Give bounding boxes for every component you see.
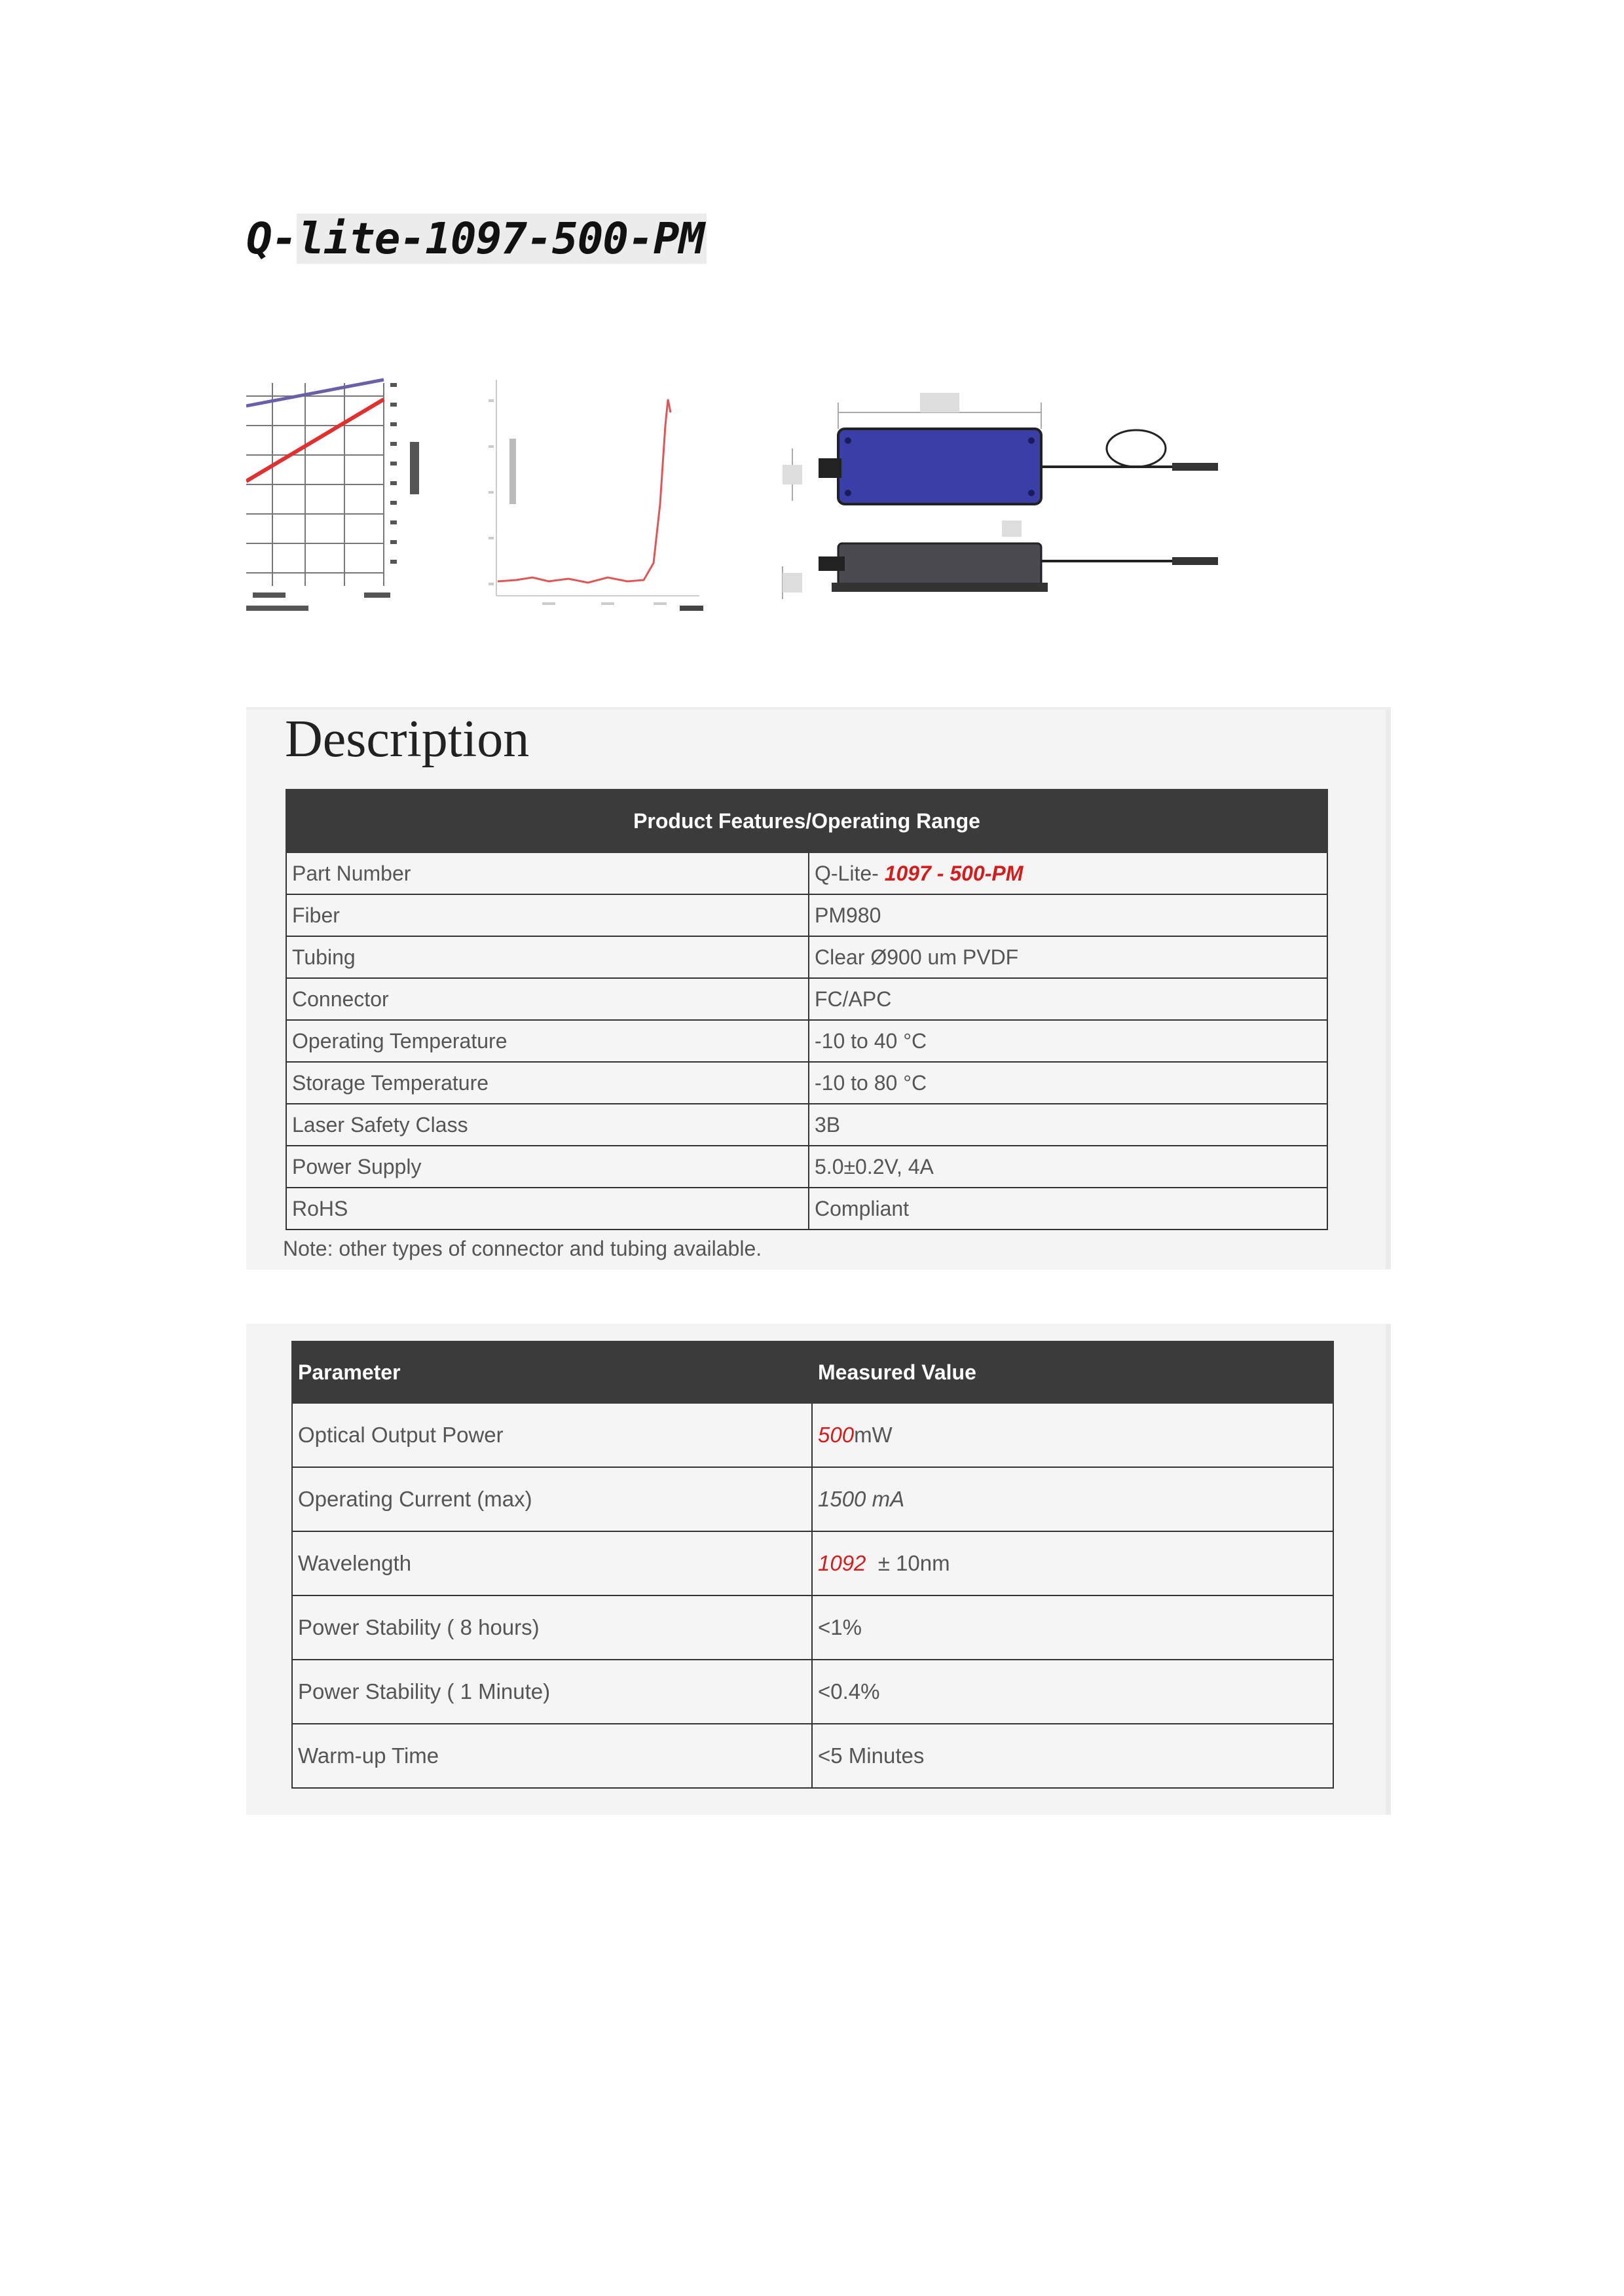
measured-values-table xyxy=(291,1341,1334,1789)
spectrum-graph-image xyxy=(470,373,706,619)
row-value: 1500 mA xyxy=(812,1467,1333,1531)
table-header-row xyxy=(292,1341,1333,1403)
row-value: <0.4% xyxy=(812,1660,1333,1724)
table-row xyxy=(286,852,1327,894)
table-row xyxy=(292,1403,1333,1467)
row-value: -10 to 80 °C xyxy=(809,1062,1327,1104)
page-title xyxy=(246,200,707,278)
row-value: 500mW xyxy=(812,1403,1333,1467)
description-heading: Description xyxy=(285,710,530,768)
row-label: Connector xyxy=(286,978,809,1020)
table-row xyxy=(286,1146,1327,1188)
table-row xyxy=(286,978,1327,1020)
table-row xyxy=(286,1188,1327,1230)
row-value: -10 to 40 °C xyxy=(809,1020,1327,1062)
row-label: Part Number xyxy=(286,852,809,894)
table-row xyxy=(286,894,1327,936)
row-value: <1% xyxy=(812,1595,1333,1660)
part-number-highlight: 1097 - 500-PM xyxy=(884,861,1024,885)
table-row xyxy=(286,1104,1327,1146)
row-label: Tubing xyxy=(286,936,809,978)
row-label: Optical Output Power xyxy=(292,1403,812,1467)
row-label: Warm-up Time xyxy=(292,1724,812,1788)
row-label: Wavelength xyxy=(292,1531,812,1595)
table-row xyxy=(292,1660,1333,1724)
row-value: Compliant xyxy=(809,1188,1327,1230)
table-row xyxy=(292,1467,1333,1531)
row-label: Power Stability ( 8 hours) xyxy=(292,1595,812,1660)
header-parameter: Parameter xyxy=(292,1341,812,1403)
product-features-table xyxy=(286,789,1328,1230)
availability-note: Note: other types of connector and tubing available. xyxy=(283,1237,762,1260)
row-value: 5.0±0.2V, 4A xyxy=(809,1146,1327,1188)
title-part1: Q- xyxy=(246,213,297,264)
row-label: Power Stability ( 1 Minute) xyxy=(292,1660,812,1724)
row-label: Operating Temperature xyxy=(286,1020,809,1062)
row-label: RoHS xyxy=(286,1188,809,1230)
table-row xyxy=(292,1595,1333,1660)
row-label: Fiber xyxy=(286,894,809,936)
table-header-row xyxy=(286,790,1327,852)
row-value: PM980 xyxy=(809,894,1327,936)
header-measured-value: Measured Value xyxy=(812,1341,1333,1403)
row-value: 1092 ± 10nm xyxy=(812,1531,1333,1595)
title-part2: lite-1097-500-PM xyxy=(297,213,707,264)
table-row xyxy=(286,936,1327,978)
row-value: FC/APC xyxy=(809,978,1327,1020)
table-header: Product Features/Operating Range xyxy=(286,790,1327,852)
table-row xyxy=(286,1020,1327,1062)
table-row xyxy=(286,1062,1327,1104)
table-row xyxy=(292,1531,1333,1595)
power-curve-graph-image xyxy=(246,370,423,619)
row-value: 3B xyxy=(809,1104,1327,1146)
row-value: Q-Lite- 1097 - 500-PM xyxy=(809,852,1327,894)
row-label: Operating Current (max) xyxy=(292,1467,812,1531)
module-drawing-image xyxy=(779,390,1238,606)
table-row xyxy=(292,1724,1333,1788)
row-label: Power Supply xyxy=(286,1146,809,1188)
row-label: Laser Safety Class xyxy=(286,1104,809,1146)
row-value: <5 Minutes xyxy=(812,1724,1333,1788)
row-label: Storage Temperature xyxy=(286,1062,809,1104)
row-value: Clear Ø900 um PVDF xyxy=(809,936,1327,978)
